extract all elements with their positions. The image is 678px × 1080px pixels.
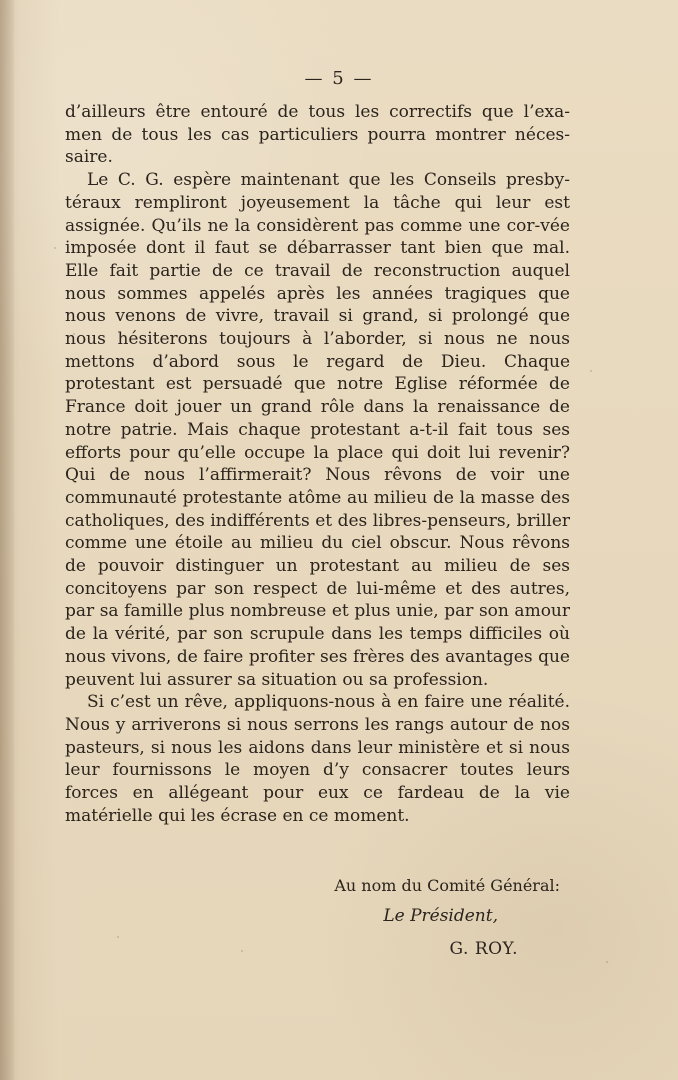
paragraph-1: d’ailleurs être entouré de tous les correctifs que l’exa-men de tous les cas particuliers pourra montrer néces-saire. (65, 102, 570, 168)
signature-intro: Au nom du Comité Général: (334, 876, 560, 895)
signature-title: Le Président, (383, 906, 498, 926)
paper-speck (54, 247, 56, 249)
page-number: — 5 — (304, 68, 374, 89)
signature-name: G. ROY. (449, 939, 518, 959)
paper-speck (590, 370, 592, 372)
paragraph-2: Le C. G. espère maintenant que les Conseils presby-téraux rempliront joyeusement la tâche qui leur est assignée. Qu’ils ne la considèrent pas comme une cor-vée imposée dont il faut se débarrasser tant bien que mal. Elle fait partie de ce travail de reconstruction auquel nous sommes appelés après les années tragiques que nous venons de vivre, travail si grand, si prolongé que nous hésiterons toujours à l’aborder, si nous ne nous mettons d’abord sous le regard de Dieu. Chaque protestant est persuadé que notre Eglise réformée de France doit jouer un grand rôle dans la renaissance de notre patrie. Mais chaque protestant a-t-il fait tous ses efforts pour qu’elle occupe la place qui doit lui revenir? Qui de nous l’affirmerait? Nous rêvons de voir une communauté protestante atôme au milieu de la masse des catholiques, des indifférents et des libres-penseurs, briller comme une étoile au milieu du ciel obscur. Nous rêvons de pouvoir distinguer un protestant au milieu de ses concitoyens par son respect de lui-même et des autres, par sa famille plus nombreuse et plus unie, par son amour de la vérité, par son scrupule dans les temps difficiles où nous vivons, de faire profiter ses frères des avantages que peuvent lui assurer sa situation ou sa profession. (65, 170, 570, 690)
paper-speck (117, 936, 119, 938)
paper-speck (606, 961, 608, 963)
body-text (65, 101, 570, 828)
paragraph-3: Si c’est un rêve, appliquons-nous à en faire une réalité. Nous y arriverons si nous serrons les rangs autour de nos pasteurs, si nous les aidons dans leur ministère et si nous leur fournissons le moyen d’y consacrer toutes leurs forces en allégeant pour eux ce fardeau de la vie matérielle qui les écrase en ce moment. (65, 692, 570, 826)
